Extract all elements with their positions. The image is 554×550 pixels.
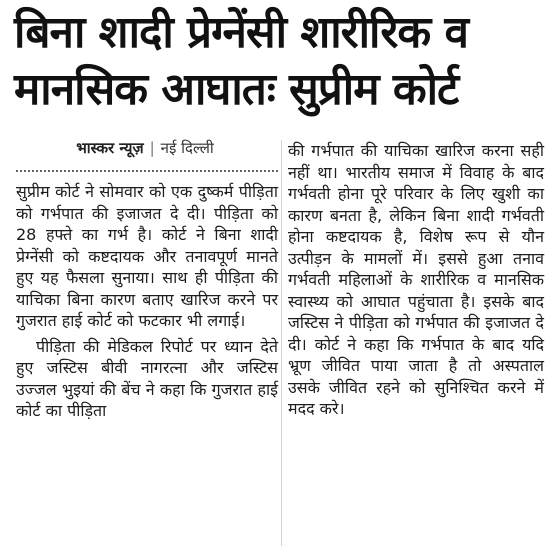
dateline (12, 138, 278, 160)
dotted-rule (16, 170, 278, 172)
column-divider (281, 140, 282, 546)
headline-line-2: मानसिक आघातः सुप्रीम कोर्ट (14, 64, 459, 115)
agency-credit: भास्कर न्यूज़ (76, 139, 144, 158)
headline (14, 4, 544, 118)
dateline-city: नई दिल्ली (160, 139, 214, 158)
body-paragraph-3: की गर्भपात की याचिका खारिज करना सही नहीं था। भारतीय समाज में विवाह के बाद गर्भवती होना पूरे परिवार के लिए खुशी का कारण बनता है, लेकिन बिना शादी गर्भवती होना कष्टदायक है, विशेष रूप से यौन उत्पीड़न के मामलों में। इससे हुआ तनाव गर्भवती महिलाओं के शारीरिक व मानसिक स्वास्थ्य को आघात पहुंचाता है। इसके बाद जस्टिस ने पीड़िता को गर्भपात की इजाजत दे दी। कोर्ट ने कहा कि गर्भपात के बाद यदि भ्रूण जीवित पाया जाता है तो अस्पताल उसके जीवित रहने को सुनिश्चित करने में मदद करे। (288, 141, 544, 418)
headline-line-1: बिना शादी प्रेग्नेंसी शारीरिक व (14, 7, 469, 58)
column-right (288, 140, 544, 420)
body-paragraph-2: पीड़िता की मेडिकल रिपोर्ट पर ध्यान देते हुए जस्टिस बीवी नागरत्ना और जस्टिस उज्जल भुइयां की बेंच ने कहा कि गुजरात हाई कोर्ट का पीड़िता (16, 336, 278, 420)
dateline-separator: | (149, 139, 155, 158)
column-left (16, 138, 278, 422)
body-paragraph-1: सुप्रीम कोर्ट ने सोमवार को एक दुष्कर्म पीड़िता को गर्भपात की इजाजत दे दी। पीड़िता को 28 हफ्ते का गर्भ है। कोर्ट ने बिना शादी प्रेग्नेंसी को कष्टदायक और तनावपूर्ण मानते हुए यह फैसला सुनाया। साथ ही पीड़िता की याचिका बिना कारण बताए खारिज करने पर गुजरात हाई कोर्ट को फटकार भी लगाई। (16, 182, 278, 330)
